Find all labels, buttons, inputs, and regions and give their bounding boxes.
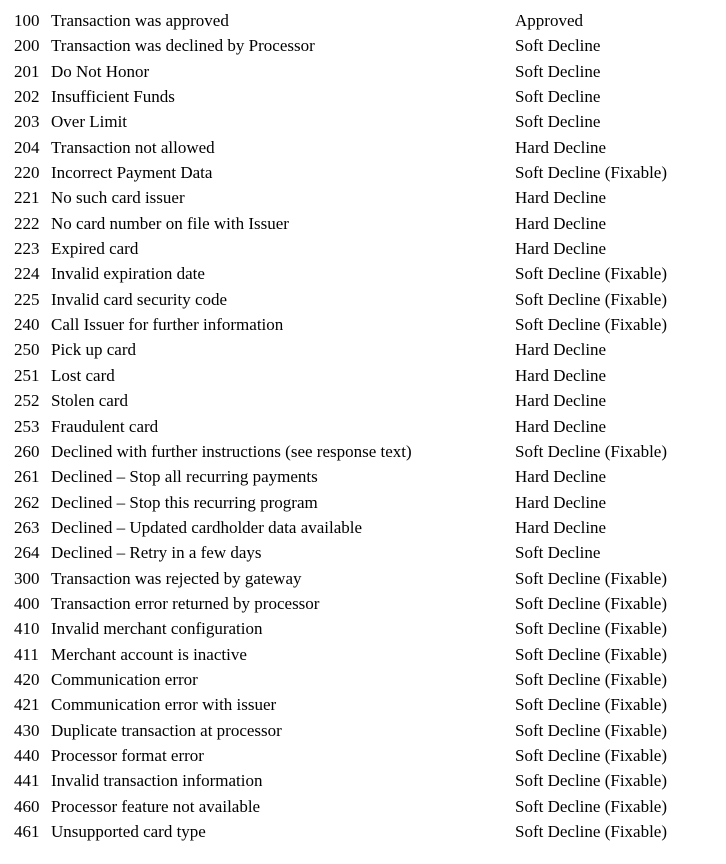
response-description: Duplicate transaction at processor [51, 720, 282, 740]
table-row [0, 743, 726, 768]
response-code: 200 [14, 36, 40, 56]
table-row [0, 135, 726, 160]
response-code: 250 [14, 340, 40, 360]
table-row [0, 642, 726, 667]
response-description: Invalid card security code [51, 289, 228, 309]
decline-classification: Soft Decline [515, 61, 601, 81]
table-row [0, 261, 726, 286]
response-description: Pick up card [51, 340, 136, 360]
table-row [0, 287, 726, 312]
table-row [0, 718, 726, 743]
decline-classification: Soft Decline [515, 36, 601, 56]
decline-classification: Hard Decline [515, 391, 607, 411]
response-code-table [0, 8, 726, 844]
decline-classification: Soft Decline (Fixable) [515, 669, 668, 689]
table-row [0, 185, 726, 210]
response-code: 440 [14, 745, 40, 765]
table-row [0, 667, 726, 692]
decline-classification: Hard Decline [515, 340, 607, 360]
response-code: 263 [14, 517, 40, 537]
table-row [0, 109, 726, 134]
table-row [0, 794, 726, 819]
response-code: 260 [14, 441, 40, 461]
response-code: 262 [14, 492, 40, 512]
decline-classification: Hard Decline [515, 467, 607, 487]
table-row [0, 768, 726, 793]
response-description: No card number on file with Issuer [51, 213, 289, 233]
response-description: Processor format error [51, 745, 204, 765]
response-code: 400 [14, 593, 40, 613]
table-row [0, 515, 726, 540]
response-code: 261 [14, 467, 40, 487]
response-code: 202 [14, 87, 40, 107]
response-description: Incorrect Payment Data [51, 163, 213, 183]
response-description: Transaction was declined by Processor [51, 36, 315, 56]
decline-classification: Soft Decline (Fixable) [515, 568, 668, 588]
decline-classification: Soft Decline (Fixable) [515, 644, 668, 664]
decline-classification: Soft Decline (Fixable) [515, 289, 668, 309]
table-row [0, 160, 726, 185]
response-description: Communication error [51, 669, 198, 689]
response-description: Declined – Retry in a few days [51, 543, 262, 563]
response-description: Declined – Stop this recurring program [51, 492, 318, 512]
table-row [0, 236, 726, 261]
table-row [0, 33, 726, 58]
response-description: Call Issuer for further information [51, 315, 284, 335]
decline-classification: Hard Decline [515, 137, 607, 157]
response-description: Invalid transaction information [51, 771, 263, 791]
response-code: 251 [14, 365, 40, 385]
response-description: Stolen card [51, 391, 128, 411]
response-description: No such card issuer [51, 188, 185, 208]
table-row [0, 616, 726, 641]
response-code: 222 [14, 213, 40, 233]
decline-classification: Soft Decline (Fixable) [515, 619, 668, 639]
decline-classification: Soft Decline (Fixable) [515, 315, 668, 335]
response-description: Invalid expiration date [51, 264, 205, 284]
response-description: Declined – Updated cardholder data available [51, 517, 363, 537]
table-row [0, 464, 726, 489]
decline-classification: Soft Decline [515, 543, 601, 563]
response-code: 240 [14, 315, 40, 335]
response-description: Transaction not allowed [51, 137, 215, 157]
response-code: 224 [14, 264, 40, 284]
response-description: Invalid merchant configuration [51, 619, 263, 639]
table-row [0, 312, 726, 337]
decline-classification: Soft Decline (Fixable) [515, 264, 668, 284]
response-code: 430 [14, 720, 40, 740]
response-code: 300 [14, 568, 40, 588]
decline-classification: Soft Decline (Fixable) [515, 796, 668, 816]
response-code: 460 [14, 796, 40, 816]
table-row [0, 363, 726, 388]
response-description: Fraudulent card [51, 416, 159, 436]
response-code: 410 [14, 619, 40, 639]
response-code: 100 [14, 11, 40, 30]
response-description: Transaction was rejected by gateway [51, 568, 302, 588]
response-description: Transaction was approved [51, 11, 229, 30]
decline-classification: Soft Decline (Fixable) [515, 771, 668, 791]
response-code: 223 [14, 239, 40, 259]
decline-classification: Hard Decline [515, 517, 607, 537]
decline-classification: Approved [515, 11, 583, 30]
table-row [0, 566, 726, 591]
response-code: 220 [14, 163, 40, 183]
response-description: Lost card [51, 365, 115, 385]
decline-classification: Soft Decline (Fixable) [515, 163, 668, 183]
decline-classification: Hard Decline [515, 188, 607, 208]
decline-classification: Hard Decline [515, 416, 607, 436]
response-description: Communication error with issuer [51, 695, 277, 715]
response-description: Insufficient Funds [51, 87, 175, 107]
response-description: Do Not Honor [51, 61, 150, 81]
response-code: 461 [14, 822, 40, 841]
response-description: Unsupported card type [51, 822, 206, 841]
table-row [0, 439, 726, 464]
table-row [0, 819, 726, 844]
decline-classification: Soft Decline (Fixable) [515, 745, 668, 765]
decline-classification: Soft Decline (Fixable) [515, 593, 668, 613]
response-code: 420 [14, 669, 40, 689]
response-code: 203 [14, 112, 40, 132]
response-code: 411 [14, 644, 39, 664]
decline-classification: Soft Decline [515, 87, 601, 107]
decline-classification: Hard Decline [515, 492, 607, 512]
response-code: 253 [14, 416, 40, 436]
table-row [0, 414, 726, 439]
response-description: Processor feature not available [51, 796, 261, 816]
response-description: Transaction error returned by processor [51, 593, 320, 613]
table-row [0, 59, 726, 84]
response-code: 201 [14, 61, 40, 81]
table-row [0, 84, 726, 109]
response-description: Expired card [51, 239, 139, 259]
table-row [0, 540, 726, 565]
response-code: 221 [14, 188, 40, 208]
response-description: Merchant account is inactive [51, 644, 247, 664]
response-code: 421 [14, 695, 40, 715]
table-row [0, 211, 726, 236]
response-code: 264 [14, 543, 40, 563]
response-description: Declined with further instructions (see response text) [51, 441, 412, 461]
response-description: Declined – Stop all recurring payments [51, 467, 318, 487]
decline-classification: Soft Decline (Fixable) [515, 695, 668, 715]
response-code: 204 [14, 137, 40, 157]
table-row [0, 388, 726, 413]
response-description: Over Limit [51, 112, 128, 132]
decline-classification: Soft Decline (Fixable) [515, 822, 668, 841]
decline-classification: Soft Decline [515, 112, 601, 132]
table-row [0, 337, 726, 362]
table-row [0, 591, 726, 616]
decline-classification: Hard Decline [515, 239, 607, 259]
response-code: 441 [14, 771, 40, 791]
response-code: 252 [14, 391, 40, 411]
decline-classification: Soft Decline (Fixable) [515, 441, 668, 461]
response-code: 225 [14, 289, 40, 309]
decline-classification: Hard Decline [515, 365, 607, 385]
table-row [0, 8, 726, 33]
table-row [0, 692, 726, 717]
decline-classification: Hard Decline [515, 213, 607, 233]
table-row [0, 490, 726, 515]
decline-classification: Soft Decline (Fixable) [515, 720, 668, 740]
